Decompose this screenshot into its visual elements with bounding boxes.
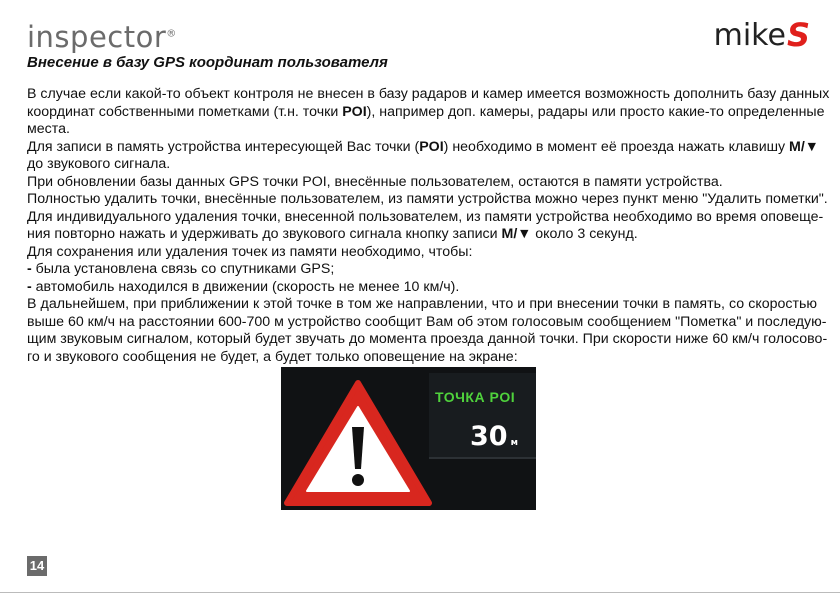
text-fragment: Для индивидуального удаления точки, внесенной пользователем, из памяти устройства необходимо во время оповеще- [27,208,824,225]
text-line [27,331,828,349]
text-line [27,349,817,367]
text-line [27,226,817,244]
bold-fragment: - [27,278,36,295]
distance-value: 30 [470,421,508,452]
text-fragment: выше 60 км/ч на расстоянии 600-700 м устройство сообщит Вам об этом голосовым сообщением "Пометка" и последую- [27,313,827,330]
bold-fragment: M/▼ [501,226,532,242]
bold-fragment: M/▼ [789,138,819,155]
brand-right-s: S [786,16,810,54]
registered-mark: ® [166,28,177,40]
text-fragment: ния повторно нажать и удерживать до звукового сигнала кнопку записи [27,226,502,242]
text-fragment: щим звуковым сигналом, который будет звучать до момента проезда данной точки. При скорости ниже 60 км/ч голосово- [27,331,828,347]
text-line [27,313,827,332]
bottom-divider [0,592,840,593]
text-fragment: го и звукового сообщения не будет, а будет только оповещение на экране: [27,348,518,365]
text-line [27,156,817,174]
brand-left-text: inspector [27,20,167,54]
section-heading: Внесение в базу GPS координат пользователя [27,54,388,71]
bold-fragment: POI [419,138,444,155]
poi-title: ТОЧКА POI [435,389,516,405]
poi-distance [470,421,518,452]
text-line [27,244,817,262]
text-fragment: автомобиль находился в движении (скорость не менее 10 км/ч). [35,278,460,295]
body-text [27,86,830,366]
brand-right-text: mike [713,17,786,53]
page-number: 14 [27,556,47,576]
text-fragment: ), например доп. камеры, радары или просто какие-то определенные [366,103,825,120]
text-line [27,121,817,139]
text-line [27,174,817,192]
text-fragment: ) необходимо в момент её проезда нажать клавишу [443,138,790,155]
text-fragment: около 3 секунд. [531,226,638,242]
text-line [27,191,828,209]
text-fragment: При обновлении базы данных GPS точки POI, внесённые пользователем, остаются в памяти устройства. [27,173,723,190]
text-line [27,261,817,279]
text-line [27,279,817,297]
text-line [27,103,825,122]
warning-triangle-icon [283,377,433,509]
text-line [27,208,824,227]
text-fragment: места. [27,121,70,137]
text-fragment: координат собственными пометками (т.н. точки [27,103,343,120]
text-fragment: Для записи в память устройства интересующей Вас точки ( [27,138,420,155]
text-fragment: была установлена связь со спутниками GPS; [35,261,335,277]
text-line [27,86,830,104]
poi-screen-figure [281,367,536,510]
text-fragment: Полностью удалить точки, внесённые пользователем, из памяти устройства можно через пункт меню "Удалить пометки". [27,191,828,207]
panel-separator [429,457,536,459]
mikes-logo [714,16,810,54]
text-fragment: Для сохранения или удаления точек из памяти необходимо, чтобы: [27,243,473,260]
text-line [27,296,817,314]
bold-fragment: POI [342,103,367,120]
text-fragment: В дальнейшем, при приближении к этой точке в том же направлении, что и при внесении точки в память, со скоростью [27,296,817,312]
distance-unit: м [510,438,518,448]
inspector-logo [27,20,177,54]
text-fragment: В случае если какой-то объект контроля не внесен в базу радаров и камер имеется возможность дополнить базу данных [27,86,830,102]
text-line [27,139,817,157]
text-fragment: до звукового сигнала. [27,156,171,172]
bold-fragment: - [27,261,36,277]
